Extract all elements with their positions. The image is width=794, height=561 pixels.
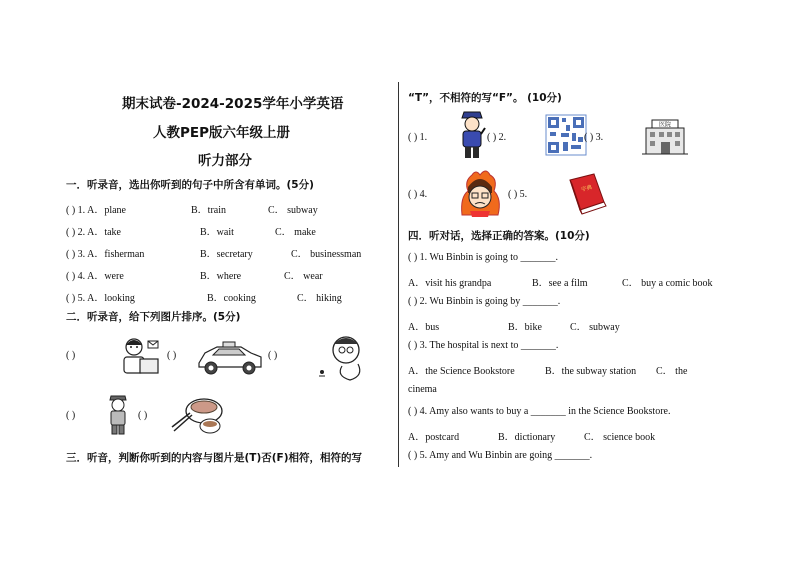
hospital-sign-label: 医院	[658, 121, 672, 129]
section2-heading: 二．听录音，给下列图片排序。(5分)	[66, 311, 241, 323]
question-4-option-c: C． wear	[284, 271, 323, 282]
dialog-q3-option-b: B．the subway station	[545, 366, 637, 377]
exam-subtitle: 人教PEP版六年级上册	[153, 125, 291, 141]
question-4-stem: ( ) 4. A．were	[66, 271, 124, 282]
order-answer-box-1[interactable]: ( )	[66, 350, 76, 361]
tf-item-2[interactable]: ( ) 2.	[487, 132, 507, 143]
hospital-building-icon	[640, 118, 690, 156]
dialog-q3: ( ) 3. The hospital is next to _______.	[408, 340, 559, 351]
dialog-q2: ( ) 2. Wu Binbin is going by _______.	[408, 296, 561, 307]
dialog-q1-option-c: C． buy a comic book	[622, 278, 713, 289]
section3-heading-continued: “T”，不相符的写“F”。 (10分)	[408, 92, 562, 104]
section4-heading: 四．听对话，选择正确的答案。(10分)	[408, 230, 590, 242]
order-answer-box-2[interactable]: ( )	[167, 350, 177, 361]
dialog-q4: ( ) 4. Amy also wants to buy a _______ in the Science Bookstore.	[408, 406, 671, 417]
question-1-stem: ( ) 1. A．plane	[66, 205, 126, 216]
order-answer-box-5[interactable]: ( )	[138, 410, 148, 421]
question-1-option-b: B．train	[191, 205, 226, 216]
dialog-q3-option-c-wrap: cinema	[408, 384, 437, 395]
dialog-q2-option-c: C． subway	[570, 322, 620, 333]
dialog-q3-option-a: A．the Science Bookstore	[408, 366, 515, 377]
police-officer-icon	[458, 110, 486, 162]
dialog-q4-option-c: C． science book	[584, 432, 656, 443]
tf-item-4[interactable]: ( ) 4.	[408, 189, 428, 200]
dialog-q1-option-a: A．visit his grandpa	[408, 278, 492, 289]
section1-heading: 一．听录音，选出你听到的句子中所含有单词。(5分)	[66, 179, 314, 191]
column-divider	[398, 82, 399, 467]
question-1-option-c: C． subway	[268, 205, 318, 216]
order-answer-box-3[interactable]: ( )	[268, 350, 278, 361]
worker-person-icon	[103, 392, 133, 436]
dialog-q2-option-a: A．bus	[408, 322, 440, 333]
dialog-q4-option-b: B．dictionary	[498, 432, 556, 443]
section3-heading: 三．听音，判断你听到的内容与图片是(T)否(F)相符，相符的写	[66, 452, 363, 464]
angry-girl-icon	[458, 167, 502, 219]
food-bowl-icon	[170, 393, 226, 435]
qr-code-icon	[546, 115, 586, 155]
question-5-stem: ( ) 5. A．looking	[66, 293, 135, 304]
question-3-option-c: C． businessman	[291, 249, 362, 260]
question-2-stem: ( ) 2. A．take	[66, 227, 121, 238]
taxi-car-icon	[195, 339, 265, 377]
dictionary-cover-label: 字典	[580, 184, 593, 194]
tf-item-5[interactable]: ( ) 5.	[508, 189, 528, 200]
boy-at-laptop-icon	[118, 335, 162, 379]
question-3-stem: ( ) 3. A．fisherman	[66, 249, 145, 260]
order-answer-box-4[interactable]: ( )	[66, 410, 76, 421]
thinking-man-icon	[312, 330, 374, 384]
question-2-option-b: B．wait	[200, 227, 234, 238]
listening-title: 听力部分	[198, 153, 252, 169]
dialog-q1: ( ) 1. Wu Binbin is going to _______.	[408, 252, 558, 263]
question-5-option-b: B．cooking	[207, 293, 256, 304]
dialog-q3-option-c: C． the	[656, 366, 688, 377]
question-5-option-c: C． hiking	[297, 293, 342, 304]
tf-item-1[interactable]: ( ) 1.	[408, 132, 428, 143]
dictionary-book-icon	[566, 172, 608, 216]
dialog-q5: ( ) 5. Amy and Wu Binbin are going _______.	[408, 450, 593, 461]
dialog-q4-option-a: A．postcard	[408, 432, 460, 443]
question-4-option-b: B．where	[200, 271, 242, 282]
question-2-option-c: C． make	[275, 227, 316, 238]
tf-item-3[interactable]: ( ) 3.	[584, 132, 604, 143]
exam-title: 期末试卷-2024-2025学年小学英语	[122, 96, 344, 112]
question-3-option-b: B．secretary	[200, 249, 253, 260]
dialog-q2-option-b: B．bike	[508, 322, 542, 333]
dialog-q1-option-b: B．see a film	[532, 278, 588, 289]
